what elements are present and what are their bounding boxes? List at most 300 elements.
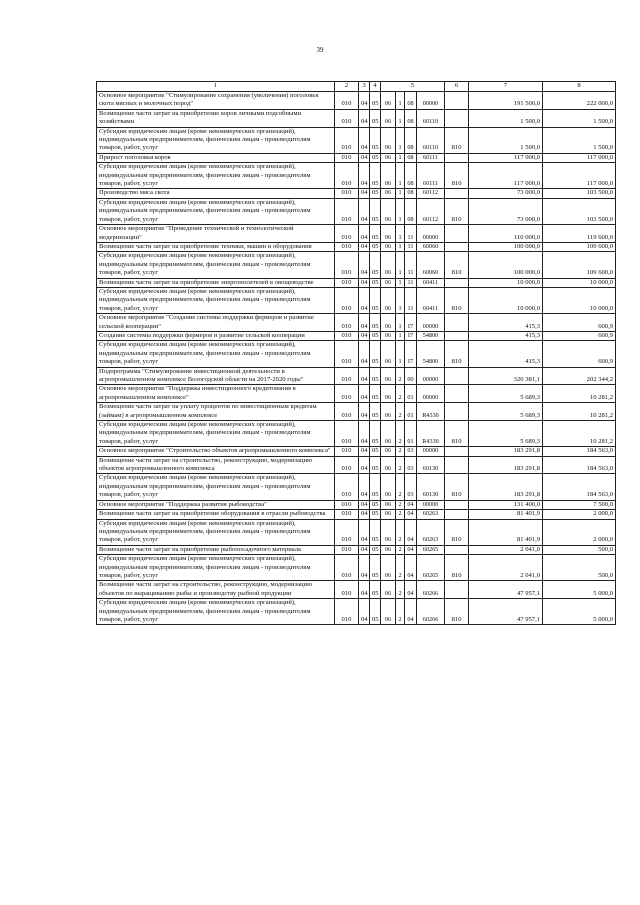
table-body — [97, 92, 616, 625]
row-code-5d: 00000 — [417, 225, 445, 243]
row-code-6 — [445, 92, 469, 110]
row-code-5a: 06 — [381, 287, 396, 313]
row-name: Субсидии юридическим лицам (кроме некоммерческих организаций), индивидуальным предпринимателям, физическим лицам - производителям товаров, работ, услуг — [97, 519, 335, 545]
row-code-5b: 2 — [396, 510, 405, 519]
row-code-2: 010 — [335, 314, 359, 332]
row-value-8: 10 281,2 — [543, 421, 616, 447]
row-value-7: 117 000,0 — [469, 153, 543, 162]
row-code-5b: 1 — [396, 109, 405, 127]
row-code-5b: 2 — [396, 581, 405, 599]
row-code-5a: 06 — [381, 456, 396, 474]
table-row — [97, 198, 616, 224]
row-code-3: 04 — [359, 555, 370, 581]
row-name: Субсидии юридическим лицам (кроме некоммерческих организаций), индивидуальным предпринимателям, физическим лицам - производителям товаров, работ, услуг — [97, 127, 335, 153]
row-code-5d: 60112 — [417, 198, 445, 224]
row-code-5b: 2 — [396, 474, 405, 500]
row-code-5b: 2 — [396, 519, 405, 545]
row-code-5a: 06 — [381, 385, 396, 403]
row-code-5b: 1 — [396, 278, 405, 287]
row-code-5a: 06 — [381, 447, 396, 456]
row-code-5d: R4330 — [417, 403, 445, 421]
row-code-5b: 1 — [396, 225, 405, 243]
row-value-8: 117 000,0 — [543, 163, 616, 189]
row-name: Субсидии юридическим лицам (кроме некоммерческих организаций), индивидуальным предпринимателям, физическим лицам - производителям товаров, работ, услуг — [97, 555, 335, 581]
row-code-2: 010 — [335, 92, 359, 110]
row-name: Субсидии юридическим лицам (кроме некоммерческих организаций), индивидуальным предпринимателям, физическим лицам - производителям товаров, работ, услуг — [97, 341, 335, 367]
row-value-7: 1 500,0 — [469, 109, 543, 127]
row-code-2: 010 — [335, 403, 359, 421]
row-code-6 — [445, 242, 469, 251]
row-code-2: 010 — [335, 153, 359, 162]
row-code-6: 810 — [445, 198, 469, 224]
row-code-2: 010 — [335, 545, 359, 554]
row-code-5a: 06 — [381, 510, 396, 519]
row-code-4: 05 — [370, 225, 381, 243]
row-name: Основное мероприятие "Стимулирование сохранения (увеличения) поголовья скота мясных и молочных пород" — [97, 92, 335, 110]
row-code-3: 04 — [359, 127, 370, 153]
row-code-5d: 54800 — [417, 341, 445, 367]
row-code-6 — [445, 278, 469, 287]
row-name: Основное мероприятие "Проведение технической и технологической модернизации" — [97, 225, 335, 243]
row-code-2: 010 — [335, 500, 359, 509]
row-code-5a: 06 — [381, 500, 396, 509]
row-code-4: 05 — [370, 403, 381, 421]
row-code-6 — [445, 403, 469, 421]
row-code-5c: 03 — [405, 474, 417, 500]
row-code-2: 010 — [335, 198, 359, 224]
row-code-6 — [445, 447, 469, 456]
row-name: Основное мероприятие "Создание системы поддержки фермеров и развитие сельской кооперации" — [97, 314, 335, 332]
row-code-3: 04 — [359, 421, 370, 447]
row-name: Подпрограмма "Стимулирование инвестиционной деятельности в агропромышленном комплексе Вологодской области на 2017-2020 годы" — [97, 367, 335, 385]
row-code-3: 04 — [359, 341, 370, 367]
row-code-5c: 01 — [405, 421, 417, 447]
row-code-4: 05 — [370, 367, 381, 385]
row-value-8: 600,9 — [543, 331, 616, 340]
row-code-4: 05 — [370, 421, 381, 447]
row-value-7: 100 000,0 — [469, 252, 543, 278]
row-value-7: 47 957,1 — [469, 599, 543, 625]
row-code-4: 05 — [370, 510, 381, 519]
row-name: Возмещение части затрат на приобретение оборудования в отрасли рыбоводства — [97, 510, 335, 519]
row-code-2: 010 — [335, 519, 359, 545]
row-code-5b: 1 — [396, 331, 405, 340]
row-value-7: 73 000,0 — [469, 189, 543, 198]
row-code-5c: 08 — [405, 163, 417, 189]
row-code-5d: R4330 — [417, 421, 445, 447]
row-code-4: 05 — [370, 163, 381, 189]
row-name: Возмещение части затрат на приобретение техники, машин и оборудования — [97, 242, 335, 251]
row-code-6: 810 — [445, 519, 469, 545]
row-code-2: 010 — [335, 456, 359, 474]
row-code-4: 05 — [370, 474, 381, 500]
row-code-5a: 06 — [381, 127, 396, 153]
row-code-5a: 06 — [381, 252, 396, 278]
row-value-7: 1 500,0 — [469, 127, 543, 153]
table-row — [97, 331, 616, 340]
row-code-3: 04 — [359, 225, 370, 243]
row-value-8: 10 000,0 — [543, 287, 616, 313]
table-row — [97, 447, 616, 456]
row-code-6 — [445, 500, 469, 509]
row-code-6: 810 — [445, 127, 469, 153]
row-value-7: 2 041,0 — [469, 555, 543, 581]
row-code-3: 04 — [359, 331, 370, 340]
header-col-4: 4 — [370, 82, 381, 92]
row-code-4: 05 — [370, 153, 381, 162]
row-code-3: 04 — [359, 519, 370, 545]
row-code-5c: 04 — [405, 555, 417, 581]
row-code-5d: 60411 — [417, 278, 445, 287]
row-code-5b: 1 — [396, 252, 405, 278]
table-row — [97, 500, 616, 509]
header-col-1: 1 — [97, 82, 335, 92]
row-code-5d: 00000 — [417, 314, 445, 332]
row-code-5a: 06 — [381, 225, 396, 243]
row-code-6: 810 — [445, 163, 469, 189]
row-code-5a: 06 — [381, 519, 396, 545]
row-name: Субсидии юридическим лицам (кроме некоммерческих организаций), индивидуальным предпринимателям, физическим лицам - производителям товаров, работ, услуг — [97, 599, 335, 625]
row-code-5c: 11 — [405, 252, 417, 278]
row-value-7: 110 000,0 — [469, 225, 543, 243]
row-code-5d: 60130 — [417, 456, 445, 474]
row-name: Субсидии юридическим лицам (кроме некоммерческих организаций), индивидуальным предпринимателям, физическим лицам - производителям товаров, работ, услуг — [97, 421, 335, 447]
row-code-4: 05 — [370, 287, 381, 313]
row-code-5a: 06 — [381, 92, 396, 110]
row-value-8: 202 344,2 — [543, 367, 616, 385]
row-code-5c: 11 — [405, 278, 417, 287]
row-code-2: 010 — [335, 225, 359, 243]
row-code-4: 05 — [370, 599, 381, 625]
row-name: Возмещение части затрат на приобретение энергоносителей в овощеводстве — [97, 278, 335, 287]
row-code-5b: 1 — [396, 314, 405, 332]
table-row — [97, 92, 616, 110]
row-code-5c: 04 — [405, 500, 417, 509]
row-code-5d: 60266 — [417, 581, 445, 599]
row-code-2: 010 — [335, 599, 359, 625]
row-value-8: 103 500,0 — [543, 189, 616, 198]
row-code-5d: 00000 — [417, 385, 445, 403]
row-code-3: 04 — [359, 474, 370, 500]
row-code-2: 010 — [335, 252, 359, 278]
row-code-6 — [445, 385, 469, 403]
row-code-2: 010 — [335, 341, 359, 367]
table-row — [97, 510, 616, 519]
row-code-4: 05 — [370, 92, 381, 110]
row-value-7: 415,3 — [469, 314, 543, 332]
table-header-row — [97, 82, 616, 92]
row-value-8: 2 000,0 — [543, 519, 616, 545]
row-code-5c: 08 — [405, 92, 417, 110]
row-code-3: 04 — [359, 278, 370, 287]
row-code-4: 05 — [370, 555, 381, 581]
row-code-5a: 06 — [381, 278, 396, 287]
row-value-8: 5 000,0 — [543, 599, 616, 625]
row-code-5a: 06 — [381, 599, 396, 625]
row-value-8: 10 281,2 — [543, 385, 616, 403]
table-row — [97, 403, 616, 421]
table-row — [97, 474, 616, 500]
row-code-5b: 2 — [396, 385, 405, 403]
row-code-2: 010 — [335, 278, 359, 287]
table-row — [97, 163, 616, 189]
row-code-4: 05 — [370, 341, 381, 367]
row-value-8: 10 000,0 — [543, 278, 616, 287]
row-code-4: 05 — [370, 127, 381, 153]
row-code-2: 010 — [335, 510, 359, 519]
row-name: Субсидии юридическим лицам (кроме некоммерческих организаций), индивидуальным предпринимателям, физическим лицам - производителям товаров, работ, услуг — [97, 198, 335, 224]
header-col-6: 6 — [445, 82, 469, 92]
row-code-2: 010 — [335, 242, 359, 251]
row-code-4: 05 — [370, 545, 381, 554]
row-value-7: 10 000,0 — [469, 278, 543, 287]
row-code-6: 810 — [445, 555, 469, 581]
row-code-5d: 60263 — [417, 510, 445, 519]
row-code-2: 010 — [335, 367, 359, 385]
header-col-7: 7 — [469, 82, 543, 92]
row-code-5c: 08 — [405, 127, 417, 153]
row-code-3: 04 — [359, 163, 370, 189]
row-code-5c: 11 — [405, 225, 417, 243]
row-code-5c: 03 — [405, 456, 417, 474]
row-value-8: 109 600,0 — [543, 242, 616, 251]
row-code-5a: 06 — [381, 421, 396, 447]
row-value-7: 117 000,0 — [469, 163, 543, 189]
row-code-5b: 1 — [396, 341, 405, 367]
row-value-7: 183 291,8 — [469, 474, 543, 500]
header-col-2: 2 — [335, 82, 359, 92]
row-value-7: 81 401,9 — [469, 510, 543, 519]
row-code-5c: 04 — [405, 510, 417, 519]
row-code-5c: 04 — [405, 519, 417, 545]
row-code-5c: 08 — [405, 189, 417, 198]
row-value-8: 109 600,0 — [543, 252, 616, 278]
table-row — [97, 225, 616, 243]
row-code-5b: 2 — [396, 555, 405, 581]
row-code-5c: 01 — [405, 403, 417, 421]
row-code-6: 810 — [445, 599, 469, 625]
row-code-6 — [445, 189, 469, 198]
row-code-5b: 1 — [396, 127, 405, 153]
row-name: Возмещение части затрат на строительство, реконструкцию, модернизацию объектов по выращиванию рыбы и производству рыбной продукции — [97, 581, 335, 599]
row-value-8: 222 000,0 — [543, 92, 616, 110]
row-code-5a: 06 — [381, 109, 396, 127]
header-col-8: 8 — [543, 82, 616, 92]
row-code-3: 04 — [359, 581, 370, 599]
row-code-5c: 00 — [405, 367, 417, 385]
row-code-5d: 60112 — [417, 189, 445, 198]
row-code-2: 010 — [335, 555, 359, 581]
table-row — [97, 127, 616, 153]
row-code-3: 04 — [359, 92, 370, 110]
row-code-6: 810 — [445, 421, 469, 447]
table-row — [97, 278, 616, 287]
row-code-5d: 60130 — [417, 474, 445, 500]
row-value-8: 117 000,0 — [543, 153, 616, 162]
row-code-5b: 1 — [396, 92, 405, 110]
row-value-8: 5 000,0 — [543, 581, 616, 599]
row-value-7: 5 689,3 — [469, 385, 543, 403]
row-code-6 — [445, 510, 469, 519]
row-name: Субсидии юридическим лицам (кроме некоммерческих организаций), индивидуальным предпринимателям, физическим лицам - производителям товаров, работ, услуг — [97, 252, 335, 278]
row-name: Производство мяса скота — [97, 189, 335, 198]
row-name: Основное мероприятие "Поддержка развития рыбоводства" — [97, 500, 335, 509]
row-code-4: 05 — [370, 331, 381, 340]
row-code-5a: 06 — [381, 153, 396, 162]
row-name: Создание системы поддержки фермеров и развитие сельской кооперации — [97, 331, 335, 340]
row-value-7: 5 689,3 — [469, 421, 543, 447]
row-value-8: 10 281,2 — [543, 403, 616, 421]
row-code-5c: 08 — [405, 153, 417, 162]
row-code-3: 04 — [359, 198, 370, 224]
row-value-7: 415,3 — [469, 331, 543, 340]
row-code-6: 810 — [445, 474, 469, 500]
row-name: Возмещение части затрат на строительство, реконструкцию, модернизацию объектов агропромышленного комплекса — [97, 456, 335, 474]
row-code-5b: 2 — [396, 545, 405, 554]
row-code-5a: 06 — [381, 474, 396, 500]
row-code-4: 05 — [370, 252, 381, 278]
table-row — [97, 314, 616, 332]
row-code-5c: 08 — [405, 109, 417, 127]
row-code-2: 010 — [335, 385, 359, 403]
row-code-4: 05 — [370, 385, 381, 403]
row-code-3: 04 — [359, 545, 370, 554]
budget-table — [96, 81, 616, 625]
row-code-5d: 60265 — [417, 545, 445, 554]
row-code-5b: 1 — [396, 242, 405, 251]
row-code-6 — [445, 367, 469, 385]
row-code-3: 04 — [359, 109, 370, 127]
row-code-5d: 00000 — [417, 500, 445, 509]
row-code-6 — [445, 456, 469, 474]
row-code-5c: I7 — [405, 314, 417, 332]
row-code-2: 010 — [335, 163, 359, 189]
row-code-4: 05 — [370, 198, 381, 224]
row-code-5b: 1 — [396, 287, 405, 313]
row-code-5d: 60110 — [417, 127, 445, 153]
row-code-6 — [445, 331, 469, 340]
row-code-6 — [445, 314, 469, 332]
table-row — [97, 189, 616, 198]
row-code-5d: 60060 — [417, 252, 445, 278]
row-value-8: 184 563,0 — [543, 474, 616, 500]
row-code-6: 810 — [445, 341, 469, 367]
row-code-6: 810 — [445, 252, 469, 278]
row-value-7: 81 401,9 — [469, 519, 543, 545]
row-code-5b: 2 — [396, 500, 405, 509]
row-code-5c: 08 — [405, 198, 417, 224]
table-row — [97, 581, 616, 599]
table-row — [97, 153, 616, 162]
row-value-8: 184 563,0 — [543, 456, 616, 474]
table-row — [97, 421, 616, 447]
row-code-4: 05 — [370, 581, 381, 599]
row-code-6 — [445, 109, 469, 127]
row-value-8: 600,9 — [543, 314, 616, 332]
row-code-5b: 2 — [396, 403, 405, 421]
row-value-7: 131 400,0 — [469, 500, 543, 509]
row-code-5a: 06 — [381, 341, 396, 367]
row-code-5a: 06 — [381, 367, 396, 385]
row-code-4: 05 — [370, 189, 381, 198]
row-name: Возмещение части затрат на приобретение рыбопосадочного материала — [97, 545, 335, 554]
row-value-7: 191 500,0 — [469, 92, 543, 110]
row-code-5a: 06 — [381, 403, 396, 421]
row-value-7: 183 291,8 — [469, 456, 543, 474]
table-row — [97, 599, 616, 625]
row-value-7: 47 957,1 — [469, 581, 543, 599]
row-value-8: 2 000,0 — [543, 510, 616, 519]
row-code-4: 05 — [370, 500, 381, 509]
row-code-2: 010 — [335, 109, 359, 127]
row-name: Возмещение части затрат на уплату процентов по инвестиционным кредитам (займам) в агропромышленном комплексе — [97, 403, 335, 421]
row-value-7: 100 000,0 — [469, 242, 543, 251]
row-code-3: 04 — [359, 242, 370, 251]
row-code-2: 010 — [335, 474, 359, 500]
row-code-5b: 2 — [396, 447, 405, 456]
row-code-4: 05 — [370, 242, 381, 251]
row-code-3: 04 — [359, 599, 370, 625]
table-row — [97, 456, 616, 474]
row-code-5c: 03 — [405, 447, 417, 456]
row-code-3: 04 — [359, 287, 370, 313]
row-code-4: 05 — [370, 456, 381, 474]
row-code-5d: 60266 — [417, 599, 445, 625]
table-row — [97, 367, 616, 385]
row-code-5b: 2 — [396, 367, 405, 385]
row-name: Прирост поголовья коров — [97, 153, 335, 162]
row-code-5c: 11 — [405, 287, 417, 313]
row-code-5a: 06 — [381, 189, 396, 198]
row-code-5d: 60111 — [417, 153, 445, 162]
row-code-5c: 11 — [405, 242, 417, 251]
table-row — [97, 519, 616, 545]
table-row — [97, 242, 616, 251]
row-code-4: 05 — [370, 447, 381, 456]
row-code-5a: 06 — [381, 242, 396, 251]
row-code-5c: 01 — [405, 385, 417, 403]
row-value-8: 1 500,0 — [543, 109, 616, 127]
row-value-8: 500,0 — [543, 545, 616, 554]
row-code-5b: 2 — [396, 456, 405, 474]
row-name: Возмещение части затрат на приобретение коров личными подсобными хозяйствами — [97, 109, 335, 127]
row-code-2: 010 — [335, 331, 359, 340]
table-row — [97, 555, 616, 581]
row-code-2: 010 — [335, 447, 359, 456]
row-code-3: 04 — [359, 153, 370, 162]
row-value-8: 7 500,0 — [543, 500, 616, 509]
row-code-5b: 2 — [396, 599, 405, 625]
table-row — [97, 545, 616, 554]
row-code-3: 04 — [359, 385, 370, 403]
row-code-5d: 00000 — [417, 367, 445, 385]
row-code-4: 05 — [370, 109, 381, 127]
row-code-6 — [445, 581, 469, 599]
row-value-7: 320 381,1 — [469, 367, 543, 385]
table-row — [97, 252, 616, 278]
row-code-5d: 60411 — [417, 287, 445, 313]
row-code-6 — [445, 153, 469, 162]
row-code-5d: 60111 — [417, 163, 445, 189]
row-value-8: 500,0 — [543, 555, 616, 581]
row-code-5a: 06 — [381, 555, 396, 581]
row-value-7: 10 000,0 — [469, 287, 543, 313]
row-code-3: 04 — [359, 367, 370, 385]
row-code-3: 04 — [359, 500, 370, 509]
row-value-7: 415,3 — [469, 341, 543, 367]
row-value-8: 119 600,0 — [543, 225, 616, 243]
table-row — [97, 109, 616, 127]
